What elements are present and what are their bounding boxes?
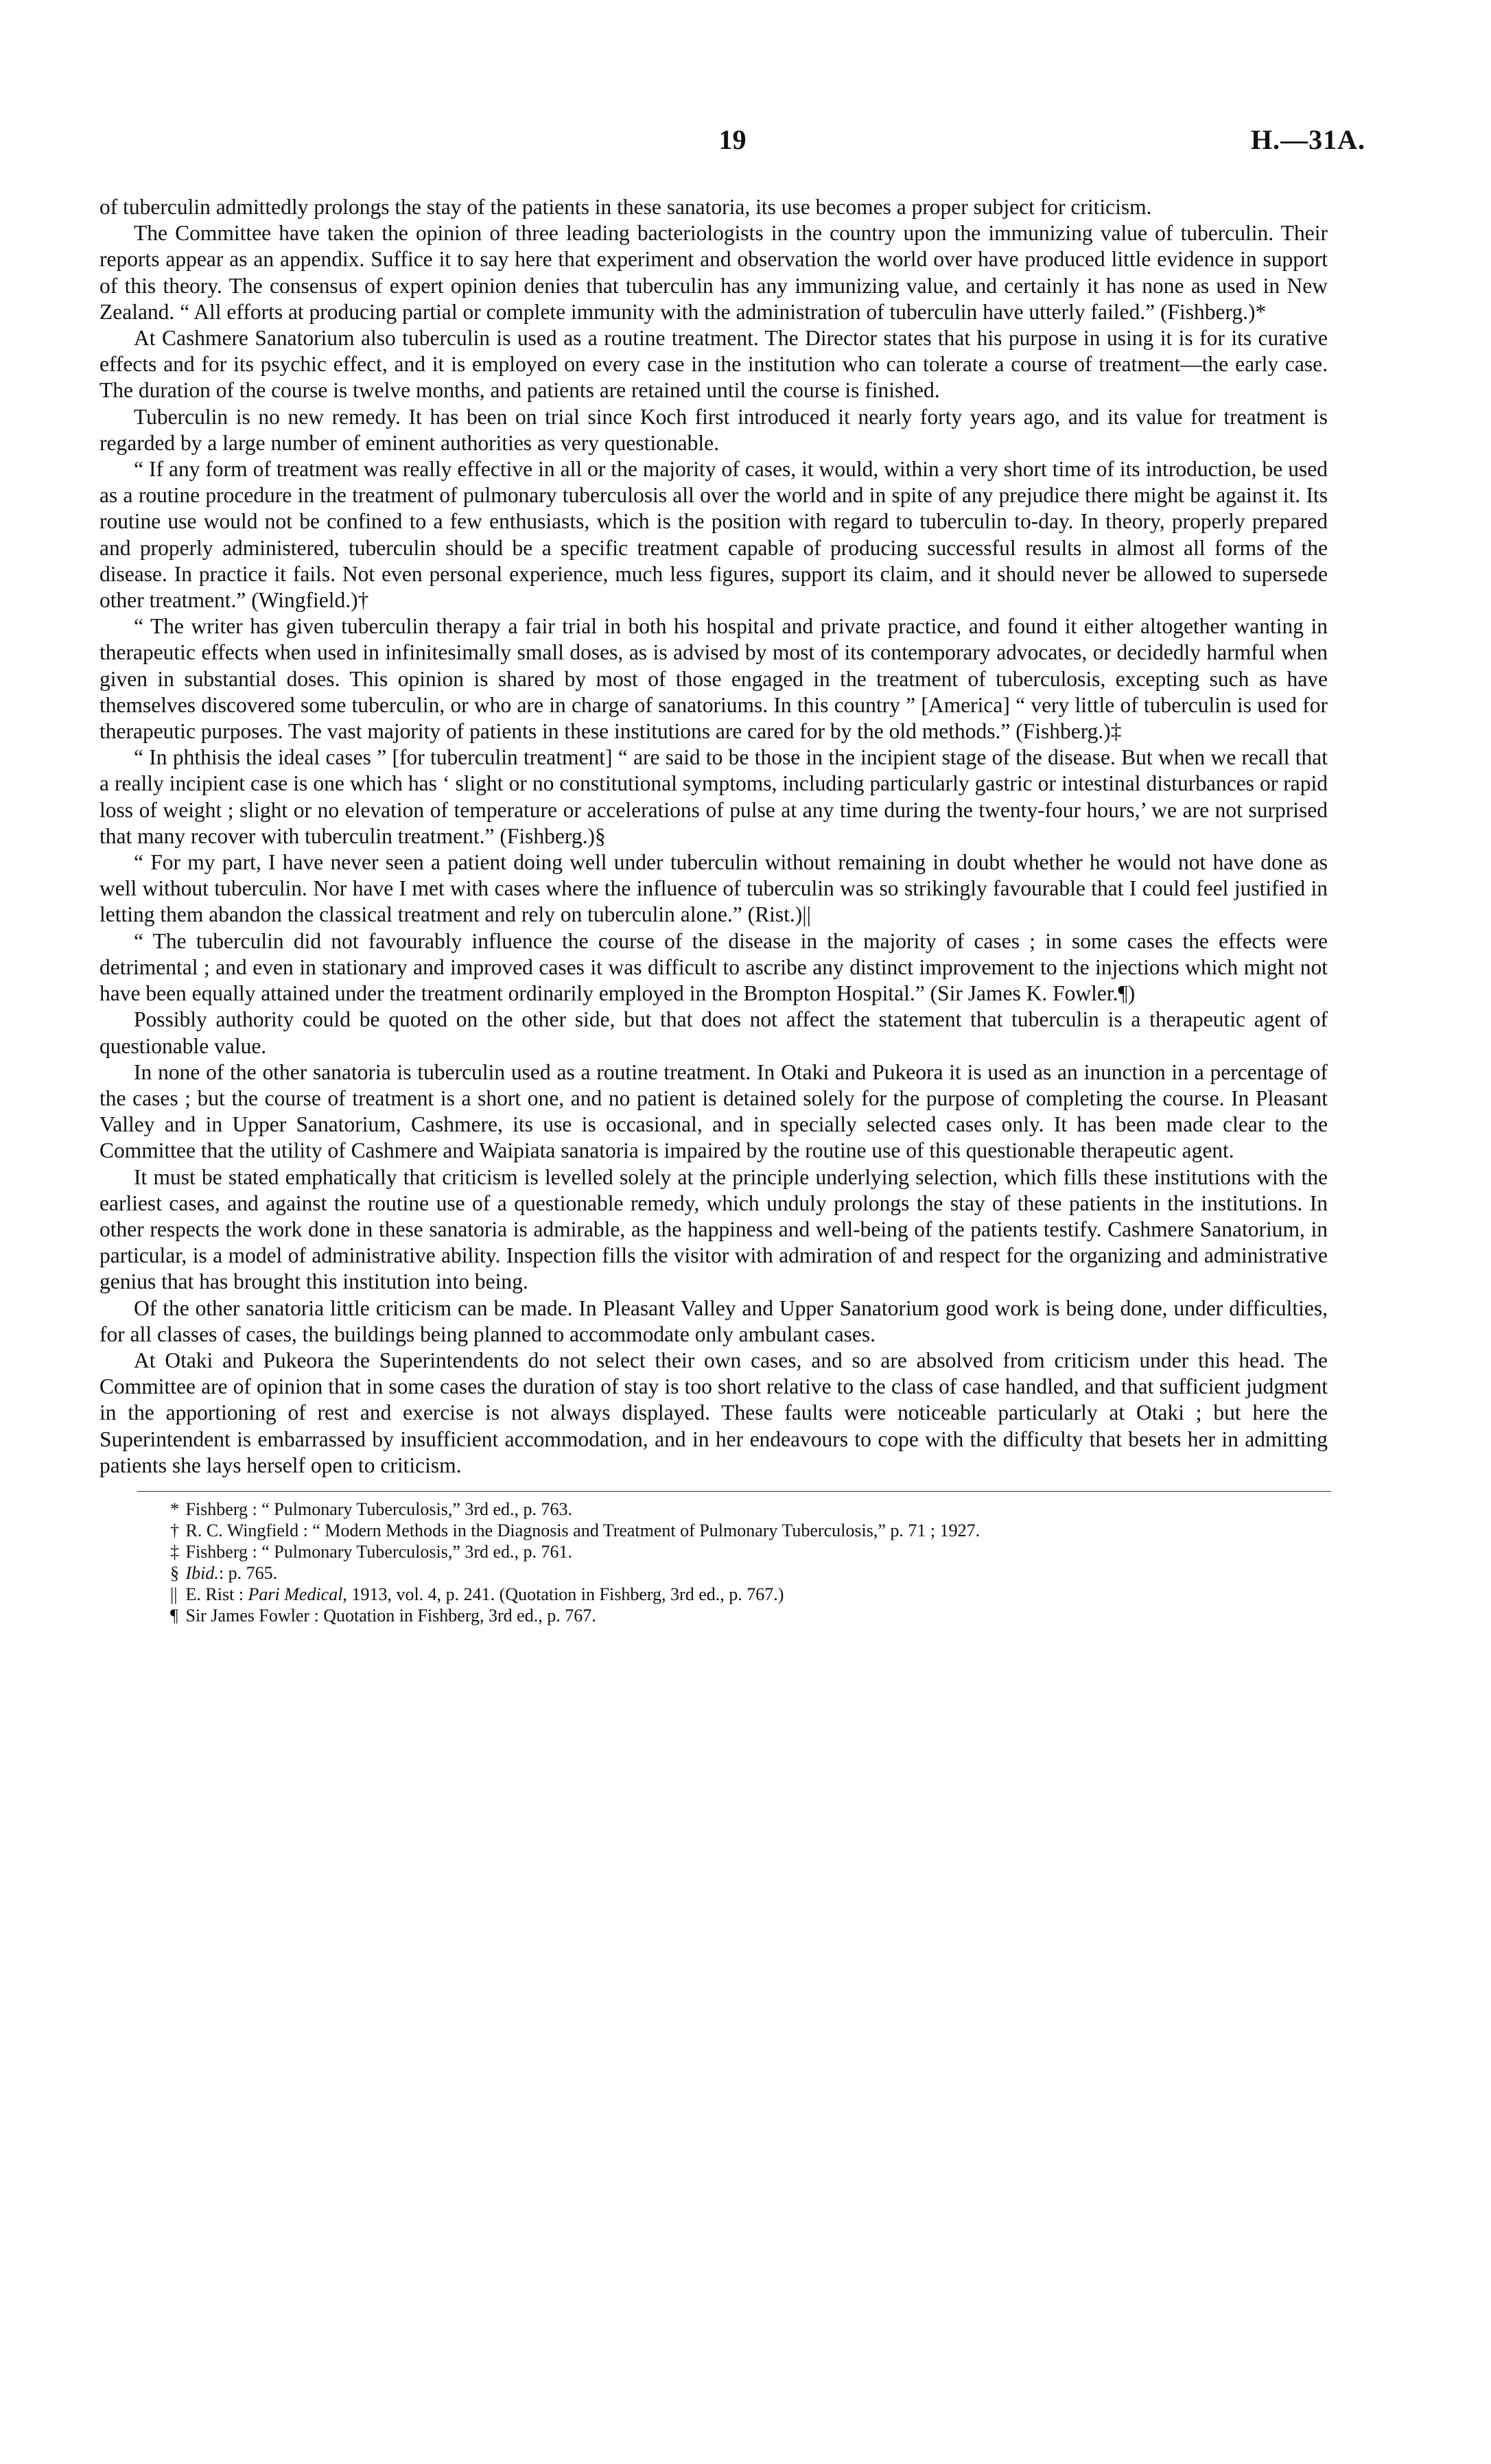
paragraph: Possibly authority could be quoted on the other side, but that does not affect the statement that tuberculin is a therapeutic agent of questionable value.	[99, 1007, 1328, 1058]
footnote-mark: ‡	[170, 1541, 179, 1562]
footnote: * Fishberg : “ Pulmonary Tuberculosis,” 3rd ed., p. 763.	[170, 1499, 573, 1519]
paragraph: Tuberculin is no new remedy. It has been on trial since Koch first introduced it nearly forty years ago, and its value for treatment is regarded by a large number of eminent authorities as very questionable.	[99, 404, 1328, 455]
footnote-mark: †	[170, 1520, 179, 1540]
footnote: ‡ Fishberg : “ Pulmonary Tuberculosis,” 3rd ed., p. 761.	[170, 1541, 573, 1562]
body-text	[99, 194, 1328, 1626]
quotation-paragraph: “ For my part, I have never seen a patient doing well under tuberculin without remaining in doubt whether he would not have done as well without tuberculin. Nor have I met with cases where the influence of tuberculin was so strikingly favourable that I could feel justified in letting them abandon the classical treatment and rely on tuberculin alone.” (Rist.)||	[99, 850, 1328, 927]
footnote-mark: *	[170, 1499, 179, 1519]
footnote-mark: §	[170, 1562, 179, 1583]
footnote: || E. Rist : Pari Medical, 1913, vol. 4, p. 241. (Quotation in Fishberg, 3rd ed., p. 767.)	[170, 1584, 784, 1604]
page-number: 19	[718, 124, 747, 155]
paragraph: Of the other sanatoria little criticism can be made. In Pleasant Valley and Upper Sanatorium good work is being done, under difficulties, for all classes of cases, the buildings being planned to accommodate only ambulant cases.	[99, 1295, 1328, 1346]
footnote: § Ibid.: p. 765.	[170, 1562, 278, 1583]
page-header	[99, 124, 1365, 172]
quotation-paragraph: “ If any form of treatment was really effective in all or the majority of cases, it would, within a very short time of its introduction, be used as a routine procedure in the treatment of pulmonary tuberculosis all over the world and in spite of any prejudice there might be against it. Its routine use would not be confined to a few enthusiasts, which is the position with regard to tuberculin to-day. In theory, properly prepared and properly administered, tuberculin should be a specific treatment capable of producing successful results in almost all forms of the disease. In practice it fails. Not even personal experience, much less figures, support its claim, and it should never be allowed to supersede other treatment.” (Wingfield.)†	[99, 457, 1328, 613]
paragraph: In none of the other sanatoria is tuberculin used as a routine treatment. In Otaki and Pukeora it is used as an inunction in a percentage of the cases ; but the course of treatment is a short one, and no patient is detained solely for the purpose of completing the course. In Pleasant Valley and in Upper Sanatorium, Cashmere, its use is occasional, and in specially selected cases only. It has been made clear to the Committee that the utility of Cashmere and Waipiata sanatoria is impaired by the routine use of this questionable therapeutic agent.	[99, 1059, 1328, 1163]
paragraph: The Committee have taken the opinion of three leading bacteriologists in the country upon the immunizing value of tuberculin. Their reports appear as an appendix. Suffice it to say here that experiment and observation the world over have produced little evidence in support of this theory. The consensus of expert opinion denies that tuberculin has any immunizing value, and certainly it has none as used in New Zealand. “ All efforts at producing partial or complete immunity with the administration of tuberculin have utterly failed.” (Fishberg.)*	[99, 221, 1328, 324]
footnote-mark: ||	[170, 1584, 178, 1604]
quotation-paragraph: “ In phthisis the ideal cases ” [for tuberculin treatment] “ are said to be those in the incipient stage of the disease. But when we recall that a really incipient case is one which has ‘ slight or no constitutional symptoms, including particularly gastric or intestinal disturbances or rapid loss of weight ; slight or no elevation of temperature or accelerations of pulse at any time during the twenty-four hours,’ we are not surprised that many recover with tuberculin treatment.” (Fishberg.)§	[99, 745, 1328, 848]
footnote-divider	[137, 1491, 1331, 1492]
footnote: ¶ Sir James Fowler : Quotation in Fishberg, 3rd ed., p. 767.	[170, 1605, 596, 1626]
quotation-paragraph: “ The writer has given tuberculin therapy a fair trial in both his hospital and private practice, and found it either altogether wanting in therapeutic effects when used in infinitesimally small doses, as is advised by most of its contemporary advocates, or decidedly harmful when given in substantial doses. This opinion is shared by most of those engaged in the treatment of tuberculosis, excepting such as have themselves discovered some tuberculin, or who are in charge of sanatoriums. In this country ” [America] “ very little of tuberculin is used for therapeutic purposes. The vast majority of patients in these institutions are cared for by the old methods.” (Fishberg.)‡	[99, 614, 1328, 744]
footnote: † R. C. Wingfield : “ Modern Methods in the Diagnosis and Treatment of Pulmonary Tuberculosis,” p. 71 ; 1927.	[170, 1520, 981, 1540]
paragraph: At Cashmere Sanatorium also tuberculin is used as a routine treatment. The Director states that his purpose in using it is for its curative effects and for its psychic effect, and it is employed on every case in the institution who can tolerate a course of treatment—the early case. The duration of the course is twelve months, and patients are retained until the course is finished.	[99, 326, 1328, 403]
paragraph: It must be stated emphatically that criticism is levelled solely at the principle underlying selection, which fills these institutions with the earliest cases, and against the routine use of a questionable remedy, which unduly prolongs the stay of these patients in the institutions. In other respects the work done in these sanatoria is admirable, as the happiness and well-being of the patients testify. Cashmere Sanatorium, in particular, is a model of administrative ability. Inspection fills the visitor with admiration of and respect for the organizing and administrative genius that has brought this institution into being.	[99, 1164, 1328, 1294]
paragraph: At Otaki and Pukeora the Superintendents do not select their own cases, and so are absolved from criticism under this head. The Committee are of opinion that in some cases the duration of stay is too short relative to the class of case handled, and that sufficient judgment in the apportioning of rest and exercise is not always displayed. These faults were noticeable particularly at Otaki ; but here the Superintendent is embarrassed by insufficient accommodation, and in her endeavours to cope with the difficulty that besets her in admitting patients she lays herself open to criticism.	[99, 1348, 1328, 1477]
footnote-mark: ¶	[170, 1605, 178, 1626]
footnotes	[99, 1499, 1328, 1626]
paragraph: of tuberculin admittedly prolongs the stay of the patients in these sanatoria, its use becomes a proper subject for criticism.	[99, 195, 1152, 219]
document-reference: H.—31A.	[1251, 124, 1365, 155]
quotation-paragraph: “ The tuberculin did not favourably influence the course of the disease in the majority of cases ; in some cases the effects were detrimental ; and even in stationary and improved cases it was difficult to ascribe any distinct improvement to the injections which might not have been equally attained under the treatment ordinarily employed in the Brompton Hospital.” (Sir James K. Fowler.¶)	[99, 928, 1328, 1006]
